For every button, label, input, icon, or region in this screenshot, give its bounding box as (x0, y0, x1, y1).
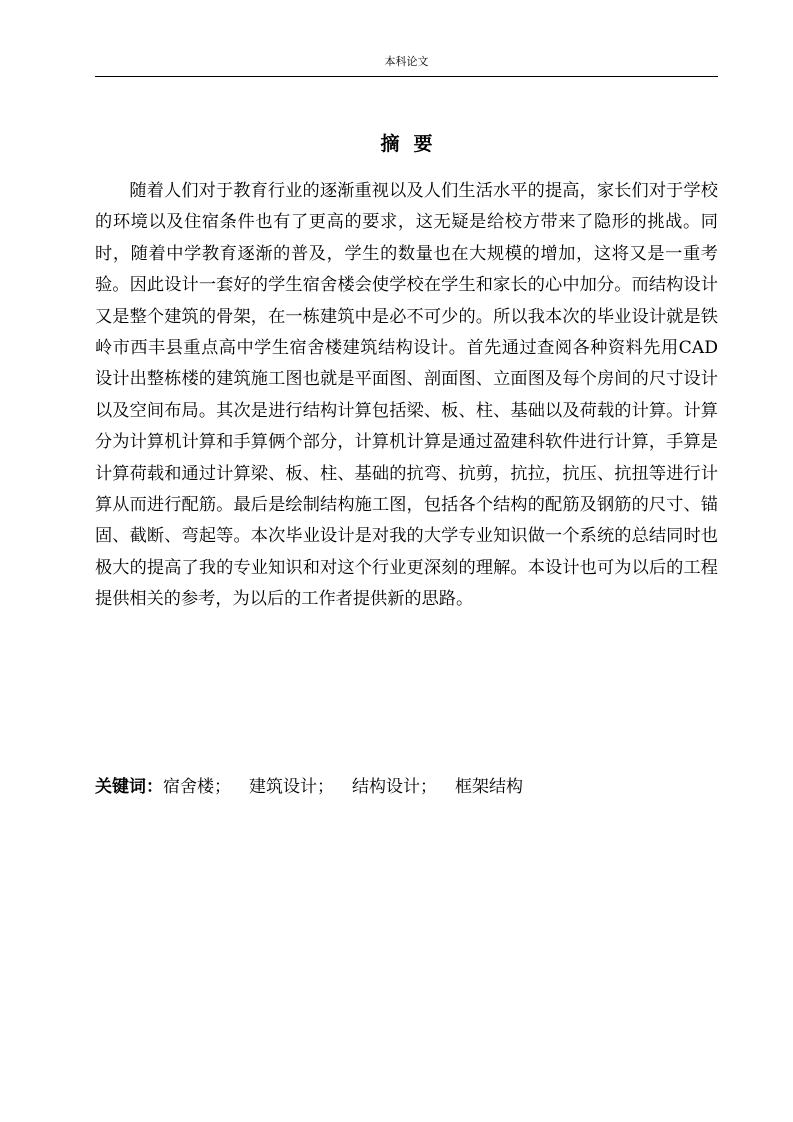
keyword-item: 框架结构 (455, 777, 523, 797)
header-rule (95, 76, 718, 77)
keyword-item: 建筑设计； (249, 777, 334, 797)
keywords-label: 关键词： (95, 777, 163, 797)
keywords-line (95, 772, 718, 802)
keyword-item: 结构设计； (352, 777, 437, 797)
abstract-body: 随着人们对于教育行业的逐渐重视以及人们生活水平的提高，家长们对于学校的环境以及住宿条件也有了更高的要求，这无疑是给校方带来了隐形的挑战。同时，随着中学教育逐渐的普及，学生的数量也在大规模的增加，这将又是一重考验。因此设计一套好的学生宿舍楼会使学校在学生和家长的心中加分。而结构设计又是整个建筑的骨架，在一栋建筑中是必不可少的。所以我本次的毕业设计就是铁岭市西丰县重点高中学生宿舍楼建筑结构设计。首先通过查阅各种资料先用CAD设计出整栋楼的建筑施工图也就是平面图、剖面图、立面图及每个房间的尺寸设计以及空间布局。其次是进行结构计算包括梁、板、柱、基础以及荷载的计算。计算分为计算机计算和手算俩个部分，计算机计算是通过盈建科软件进行计算，手算是计算荷载和通过计算梁、板、柱、基础的抗弯、抗剪，抗拉，抗压、抗扭等进行计算从而进行配筋。最后是绘制结构施工图，包括各个结构的配筋及钢筋的尺寸、锚固、截断、弯起等。本次毕业设计是对我的大学专业知识做一个系统的总结同时也极大的提高了我的专业知识和对这个行业更深刻的理解。本设计也可为以后的工程提供相关的参考，为以后的工作者提供新的思路。 (95, 181, 718, 610)
abstract-title: 摘要 (380, 133, 447, 155)
keyword-item: 宿舍楼； (163, 777, 231, 797)
running-header: 本科论文 (384, 55, 429, 68)
